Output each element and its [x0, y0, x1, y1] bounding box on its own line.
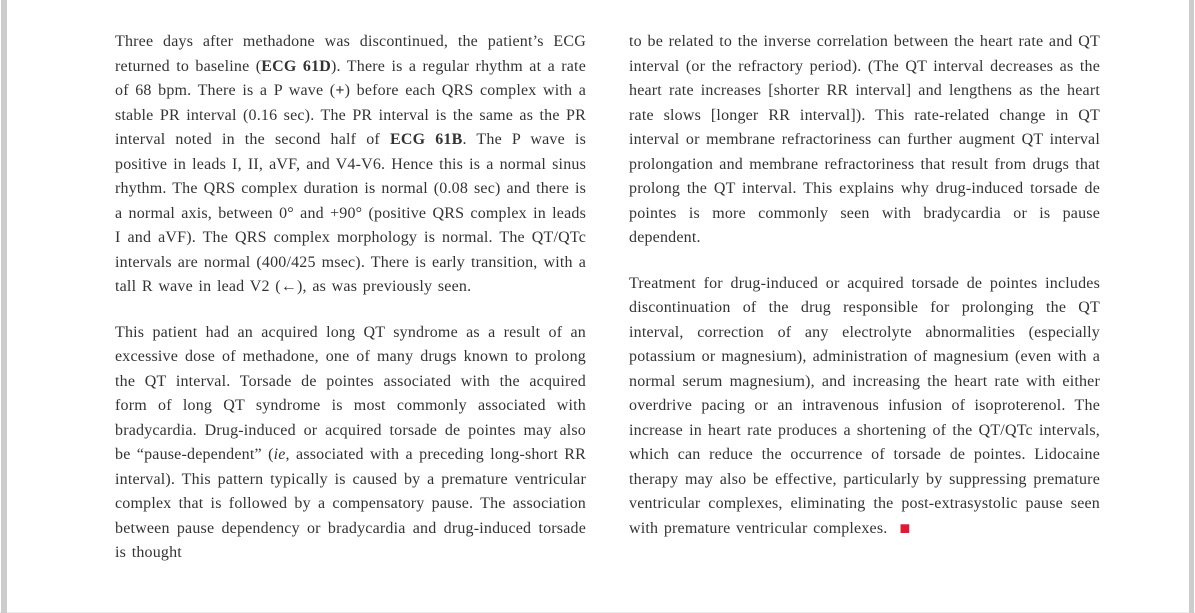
end-of-article-mark: ■ — [899, 517, 911, 538]
left-page-edge-strip — [1, 0, 7, 613]
paragraph — [629, 272, 1100, 542]
text-run: Treatment for drug-induced or acquired torsade de pointes includes discontinuation of the drug responsible for prolonging the QT interval, correction of any electrolyte abnormalities (especially potassium or magnesium), administration of magnesium (even with a normal serum magnesium), and increasing the heart rate with either overdrive pacing or an intravenous infusion of isoproterenol. The increase in heart rate produces a shortening of the QT/QTc intervals, which can reduce the occurrence of torsade de pointes. Lidocaine therapy may also be effective, particularly by suppressing premature ventricular complexes, eliminating the post-extrasystolic pause seen with premature ventricular complexes. — [629, 274, 1100, 537]
text-run: + — [335, 82, 345, 99]
text-run: ie — [273, 446, 286, 463]
paragraph — [629, 30, 1100, 251]
paragraph — [115, 321, 586, 566]
text-run: ECG 61B — [389, 131, 463, 148]
text-run: ). There is a regular rhythm at a rate of 68 bpm. There is a P wave ( — [115, 57, 586, 99]
text-run: This patient had an acquired long QT syndrome as a result of an excessive dose of methadone, one of many drugs known to prolong the QT interval. Torsade de pointes associated with the acquired form of long QT syndrome is most commonly associated with bradycardia. Drug-induced or acquired torsade de pointes may also be “pause-dependent” ( — [115, 323, 586, 463]
text-run: Three days after methadone was discontinued, the patient’s ECG returned to baseline ( — [115, 33, 586, 75]
text-run: ECG 61D — [261, 57, 332, 75]
text-column-left — [115, 30, 586, 587]
text-run: to be related to the inverse correlation between the heart rate and QT interval (or the refractory period). (The QT interval decreases as the heart rate increases [shorter RR interval] and lengthens as the heart rate slows [longer RR interval]). This rate-related change in QT interval or membrane refractoriness can further augment QT interval prolongation and membrane refractoriness that result from drugs that prolong the QT interval. This explains why drug-induced torsade de pointes is more commonly seen with bradycardia or is pause dependent. — [629, 33, 1100, 246]
text-run: , associated with a preceding long-short RR interval). This pattern typically is caused by a premature ventricular complex that is followed by a compensatory pause. The association between pause dependency or bradycardia and drug-induced torsade is thought — [115, 446, 587, 561]
right-page-edge-strip — [1189, 0, 1194, 613]
text-column-right — [629, 30, 1100, 587]
text-run: . The P wave is positive in leads I, II, aVF, and V4-V6. Hence this is a normal sinus rhythm. The QRS complex duration is normal (0.08 sec) and there is a normal axis, between 0° and +90° (positive QRS complex in leads I and aVF). The QRS complex morphology is normal. The QT/QTc intervals are normal (400/425 msec). There is early transition, with a tall R wave in lead V2 (←), as was previously seen. — [115, 131, 586, 295]
text-run: ) before each QRS complex with a stable PR interval (0.16 sec). The PR interval is the same as the PR interval noted in the second half of — [115, 82, 586, 148]
article-two-column-text — [115, 30, 1100, 587]
paragraph — [115, 30, 586, 300]
